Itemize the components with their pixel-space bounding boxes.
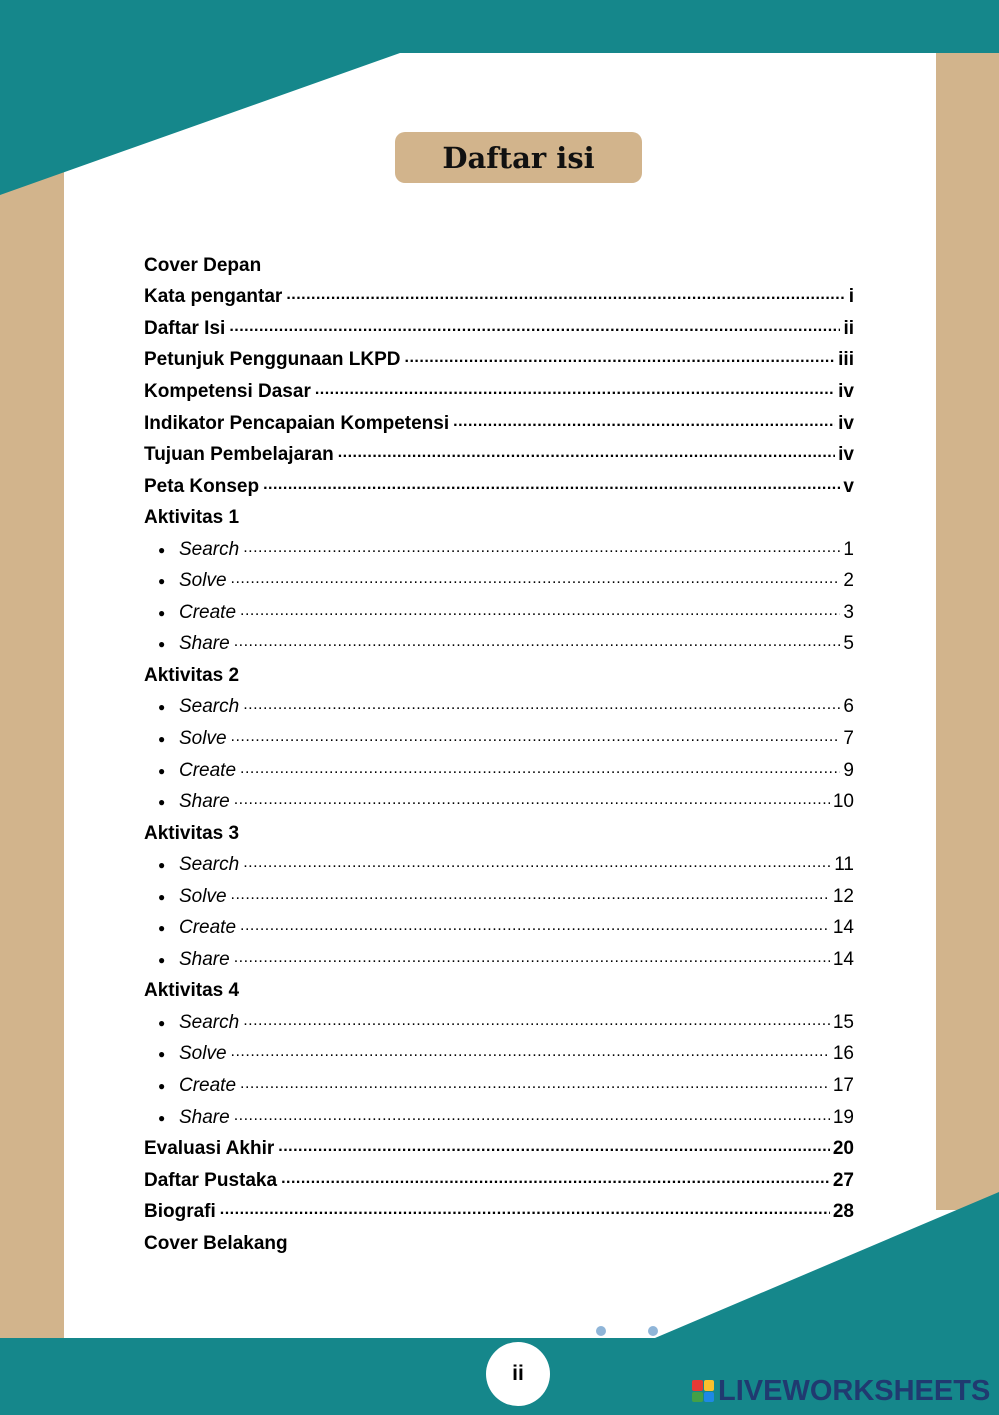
toc-label: Solve xyxy=(179,885,227,907)
toc-label: Tujuan Pembelajaran xyxy=(144,444,334,466)
toc-subentry xyxy=(144,944,854,976)
dot-leader xyxy=(453,413,835,435)
toc-entry xyxy=(144,313,854,345)
toc-label: Search xyxy=(179,1011,240,1033)
toc-label: Create xyxy=(179,759,237,781)
dot-leader xyxy=(263,476,840,498)
toc-page-number: v xyxy=(843,475,854,497)
right-tan-band xyxy=(936,50,999,1210)
table-of-contents xyxy=(144,250,854,1260)
bullet-icon: ● xyxy=(158,952,166,967)
toc-label: Search xyxy=(179,696,240,718)
toc-page-number: 15 xyxy=(832,1011,854,1033)
dot-leader xyxy=(220,1201,830,1223)
toc-page-number: 6 xyxy=(843,696,854,718)
decorative-dot xyxy=(648,1326,658,1336)
bullet-icon: ● xyxy=(158,731,166,746)
liveworksheets-brand[interactable] xyxy=(692,1374,990,1408)
toc-label: Share xyxy=(179,791,230,813)
toc-label: Daftar Isi xyxy=(144,317,226,339)
dot-leader xyxy=(231,1043,830,1065)
toc-label: Kompetensi Dasar xyxy=(144,380,311,402)
dot-leader xyxy=(234,791,830,813)
toc-page-number: 7 xyxy=(843,727,854,749)
toc-page-number: i xyxy=(848,286,854,308)
toc-entry xyxy=(144,1228,854,1260)
toc-label: Solve xyxy=(179,570,227,592)
toc-label: Petunjuk Penggunaan LKPD xyxy=(144,349,401,371)
toc-label: Share xyxy=(179,1106,230,1128)
bullet-icon: ● xyxy=(158,795,166,810)
toc-page-number: 1 xyxy=(843,538,854,560)
bullet-icon: ● xyxy=(158,1015,166,1030)
toc-label: Search xyxy=(179,854,240,876)
dot-leader xyxy=(243,1012,830,1034)
toc-label: Aktivitas 4 xyxy=(144,980,240,1002)
toc-label: Daftar Pustaka xyxy=(144,1169,278,1191)
toc-page-number: 20 xyxy=(832,1138,854,1160)
dot-leader xyxy=(240,760,840,782)
toc-page-number: 10 xyxy=(832,791,854,813)
toc-subentry xyxy=(144,692,854,724)
dot-leader xyxy=(231,886,830,908)
decorative-dot xyxy=(596,1326,606,1336)
bullet-icon: ● xyxy=(158,637,166,652)
dot-leader xyxy=(231,728,841,750)
toc-subentry xyxy=(144,597,854,629)
bullet-icon: ● xyxy=(158,700,166,715)
toc-page-number: 12 xyxy=(832,885,854,907)
dot-leader xyxy=(231,570,841,592)
bullet-icon: ● xyxy=(158,1047,166,1062)
toc-entry xyxy=(144,471,854,503)
toc-subentry xyxy=(144,1007,854,1039)
toc-label: Share xyxy=(179,948,230,970)
bullet-icon: ● xyxy=(158,574,166,589)
toc-page-number: iv xyxy=(838,412,854,434)
toc-label: Aktivitas 1 xyxy=(144,507,240,529)
toc-page-number: iv xyxy=(838,380,854,402)
toc-entry xyxy=(144,818,854,850)
toc-label: Create xyxy=(179,601,237,623)
toc-entry xyxy=(144,250,854,282)
toc-label: Cover Depan xyxy=(144,254,262,276)
bullet-icon: ● xyxy=(158,1110,166,1125)
toc-page-number: 17 xyxy=(832,1074,854,1096)
dot-leader xyxy=(240,1075,830,1097)
toc-label: Aktivitas 2 xyxy=(144,664,240,686)
toc-page-number: iii xyxy=(838,349,854,371)
toc-entry xyxy=(144,376,854,408)
toc-entry xyxy=(144,408,854,440)
dot-leader xyxy=(286,286,845,308)
brand-text: LIVEWORKSHEETS xyxy=(718,1374,991,1407)
toc-label: Solve xyxy=(179,1043,227,1065)
toc-page-number: 2 xyxy=(843,570,854,592)
toc-page-number: iv xyxy=(838,444,854,466)
toc-entry xyxy=(144,1133,854,1165)
toc-page-number: 27 xyxy=(832,1169,854,1191)
bullet-icon: ● xyxy=(158,542,166,557)
dot-leader xyxy=(315,381,835,403)
title-badge xyxy=(395,132,642,183)
toc-subentry xyxy=(144,629,854,661)
toc-page-number: 9 xyxy=(843,759,854,781)
dot-leader xyxy=(229,318,840,340)
liveworksheets-logo-icon xyxy=(692,1380,714,1402)
page-number: ii xyxy=(512,1362,524,1385)
bullet-icon: ● xyxy=(158,858,166,873)
bullet-icon: ● xyxy=(158,889,166,904)
toc-page-number: 14 xyxy=(832,917,854,939)
bullet-icon: ● xyxy=(158,763,166,778)
left-tan-band xyxy=(0,150,64,1340)
toc-subentry xyxy=(144,1039,854,1071)
toc-label: Biografi xyxy=(144,1201,216,1223)
dot-leader xyxy=(240,602,840,624)
toc-entry xyxy=(144,502,854,534)
toc-subentry xyxy=(144,912,854,944)
toc-entry xyxy=(144,1196,854,1228)
toc-entry xyxy=(144,660,854,692)
page-number-badge xyxy=(486,1342,550,1406)
dot-leader xyxy=(338,444,835,466)
toc-label: Solve xyxy=(179,727,227,749)
toc-entry xyxy=(144,1165,854,1197)
toc-label: Evaluasi Akhir xyxy=(144,1138,275,1160)
toc-page-number: 16 xyxy=(832,1043,854,1065)
toc-subentry xyxy=(144,849,854,881)
dot-leader xyxy=(281,1170,830,1192)
toc-entry xyxy=(144,345,854,377)
toc-subentry xyxy=(144,723,854,755)
dot-leader xyxy=(243,854,831,876)
toc-page-number: 11 xyxy=(834,854,854,876)
toc-label: Cover Belakang xyxy=(144,1232,288,1254)
toc-entry xyxy=(144,439,854,471)
dot-leader xyxy=(234,1107,830,1129)
toc-subentry xyxy=(144,755,854,787)
toc-page-number: 3 xyxy=(843,601,854,623)
toc-label: Aktivitas 3 xyxy=(144,822,240,844)
dot-leader xyxy=(278,1138,830,1160)
dot-leader xyxy=(240,917,830,939)
toc-subentry xyxy=(144,1102,854,1134)
toc-label: Indikator Pencapaian Kompetensi xyxy=(144,412,450,434)
bullet-icon: ● xyxy=(158,1078,166,1093)
toc-label: Create xyxy=(179,917,237,939)
bullet-icon: ● xyxy=(158,605,166,620)
dot-leader xyxy=(234,949,830,971)
dot-leader xyxy=(243,696,840,718)
toc-page-number: 19 xyxy=(832,1106,854,1128)
toc-page-number: 14 xyxy=(832,948,854,970)
toc-entry xyxy=(144,282,854,314)
toc-label: Peta Konsep xyxy=(144,475,260,497)
toc-entry xyxy=(144,976,854,1008)
toc-page-number: 5 xyxy=(843,633,854,655)
toc-label: Kata pengantar xyxy=(144,286,283,308)
bullet-icon: ● xyxy=(158,921,166,936)
toc-subentry xyxy=(144,565,854,597)
toc-label: Create xyxy=(179,1074,237,1096)
dot-leader xyxy=(243,539,840,561)
dot-leader xyxy=(234,633,841,655)
toc-subentry xyxy=(144,534,854,566)
toc-subentry xyxy=(144,786,854,818)
dot-leader xyxy=(405,349,836,371)
toc-label: Share xyxy=(179,633,230,655)
toc-subentry xyxy=(144,1070,854,1102)
toc-page-number: 28 xyxy=(832,1201,854,1223)
toc-label: Search xyxy=(179,538,240,560)
toc-subentry xyxy=(144,881,854,913)
toc-page-number: ii xyxy=(843,317,854,339)
page-title: Daftar isi xyxy=(442,140,595,175)
